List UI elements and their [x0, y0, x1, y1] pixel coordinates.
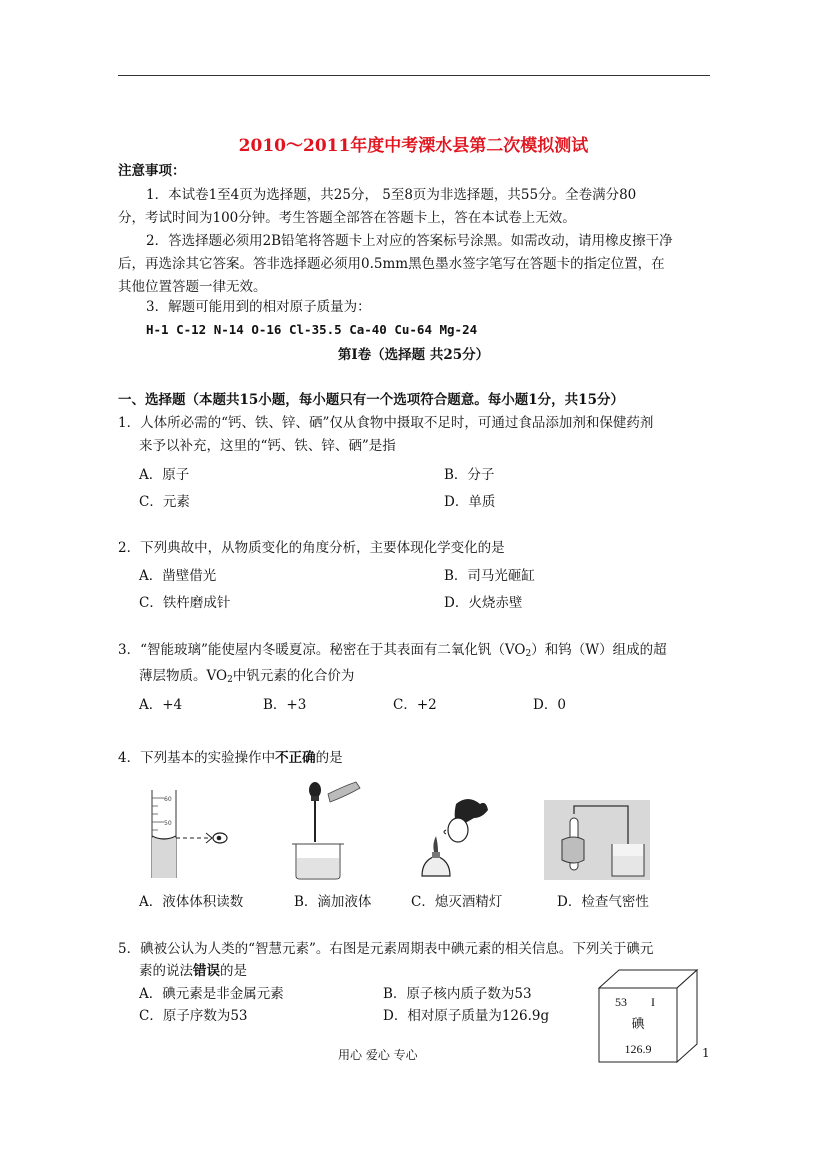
q3-stem-line1-a: 3．“智能玻璃”能使屋内冬暖夏凉。秘密在于其表面有二氧化钒（VO	[118, 642, 526, 658]
exam-title: 2010～2011年度中考溧水县第二次模拟测试	[238, 136, 589, 156]
part1-title: 第Ⅰ卷（选择题 共25分）	[337, 347, 490, 363]
q1-option-a[interactable]: A．原子	[139, 467, 190, 483]
notice-line-4: 后，再选涂其它答案。答非选择题必须用0.5mm黑色墨水签字笔写在答题卡的指定位置，在	[118, 256, 665, 272]
element-symbol: I	[651, 995, 655, 1009]
q2-option-b[interactable]: B．司马光砸缸	[444, 568, 535, 584]
q4-option-b[interactable]: B．滴加液体	[294, 894, 372, 910]
hand-icon	[328, 782, 360, 802]
q5-stem-line1: 5．碘被公认为人类的“智慧元素”。右图是元素周期表中碘元素的相关信息。下列关于碘元	[118, 941, 654, 957]
q4-stem-emphasis: 不正确	[275, 750, 316, 766]
q1-stem-line2: 来予以补充，这里的“钙、铁、锌、硒”是指	[139, 438, 396, 454]
q5-option-b[interactable]: B．原子核内质子数为53	[383, 986, 532, 1002]
q3-stem-line1	[118, 640, 667, 664]
q3-option-c[interactable]: C．+2	[393, 697, 437, 713]
q2-option-a[interactable]: A．凿壁借光	[139, 568, 217, 584]
q1-option-b[interactable]: B．分子	[444, 467, 495, 483]
element-name: 碘	[631, 1017, 645, 1032]
notice-line-6: 3．解题可能用到的相对原子质量为：	[146, 299, 371, 315]
page-number: 1	[702, 1046, 710, 1060]
scale-50: 50	[164, 820, 172, 827]
q3-stem-line2	[139, 666, 354, 690]
q5-option-a[interactable]: A．碘元素是非金属元素	[139, 986, 284, 1002]
figure-d-airtightness-check	[544, 800, 650, 880]
q4-stem	[118, 748, 343, 768]
notice-line-5: 其他位置答题一律无效。	[118, 279, 267, 295]
q5-stem-emphasis: 错误	[193, 963, 220, 979]
q1-option-d[interactable]: D．单质	[444, 494, 496, 510]
q1-stem-line1: 1．人体所必需的“钙、铁、锌、硒”仅从食物中摄取不足时，可通过食品添加剂和保健药剂	[118, 415, 654, 431]
iodine-element-card	[597, 968, 699, 1064]
notice-heading: 注意事项：	[118, 163, 186, 179]
flame-icon	[433, 836, 438, 852]
figure-b-dropping-liquid	[286, 780, 366, 880]
section1-heading: 一、选择题（本题共15小题，每小题只有一个选项符合题意。每小题1分，共15分）	[118, 392, 624, 408]
scale-60: 60	[164, 796, 172, 803]
q5-option-c[interactable]: C．原子序数为53	[139, 1008, 248, 1024]
q5-stem-line2-a: 素的说法	[139, 963, 193, 979]
q5-stem-line2	[139, 961, 247, 981]
q5-option-d[interactable]: D．相对原子质量为126.9g	[383, 1008, 550, 1024]
q2-option-c[interactable]: C．铁杵磨成针	[139, 595, 231, 611]
q2-option-d[interactable]: D．火烧赤壁	[444, 595, 523, 611]
element-mass: 126.9	[624, 1042, 652, 1056]
q4-option-d[interactable]: D．检查气密性	[557, 894, 649, 910]
q3-stem-line2-b: 中钒元素的化合价为	[232, 668, 355, 684]
q3-subscript-2b: 2	[227, 675, 233, 685]
q3-subscript-2: 2	[525, 649, 532, 659]
q2-stem: 2．下列典故中，从物质变化的角度分析，主要体现化学变化的是	[118, 540, 505, 556]
q3-stem-line1-b: ）和钨（W）组成的超	[531, 642, 667, 658]
q4-stem-c: 的是	[315, 750, 343, 766]
q4-option-c[interactable]: C．熄灭酒精灯	[411, 894, 503, 910]
q4-stem-a: 4．下列基本的实验操作中	[118, 750, 276, 766]
q3-option-b[interactable]: B．+3	[263, 697, 307, 713]
q4-option-a[interactable]: A．液体体积读数	[139, 894, 244, 910]
girl-face-icon	[448, 818, 468, 842]
hand-icon	[562, 837, 584, 863]
header-rule	[118, 75, 710, 76]
q3-stem-line2-a: 薄层物质。VO	[139, 668, 228, 684]
footer-motto: 用心 爱心 专心	[338, 1048, 418, 1062]
figure-a-cylinder-reading	[140, 788, 240, 880]
figure-c-alcohol-lamp	[416, 796, 496, 882]
notice-line-2: 分，考试时间为100分钟。考生答题全部答在答题卡上，答在本试卷上无效。	[118, 210, 576, 226]
q5-stem-line2-c: 的是	[220, 963, 247, 979]
notice-line-3: 2．答选择题必须用2B铅笔将答题卡上对应的答案标号涂黑。如需改动，请用橡皮擦干净	[146, 233, 673, 249]
q3-option-a[interactable]: A．+4	[139, 697, 183, 713]
element-number: 53	[615, 995, 627, 1009]
q1-option-c[interactable]: C．元素	[139, 494, 190, 510]
lamp-icon	[422, 856, 450, 876]
atomic-masses: H-1 C-12 N-14 O-16 Cl-35.5 Ca-40 Cu-64 Mg-24	[146, 322, 478, 337]
q3-option-d[interactable]: D．0	[533, 697, 566, 713]
notice-line-1: 1．本试卷1至4页为选择题，共25分， 5至8页为非选择题，共55分。全卷满分80	[146, 187, 637, 203]
